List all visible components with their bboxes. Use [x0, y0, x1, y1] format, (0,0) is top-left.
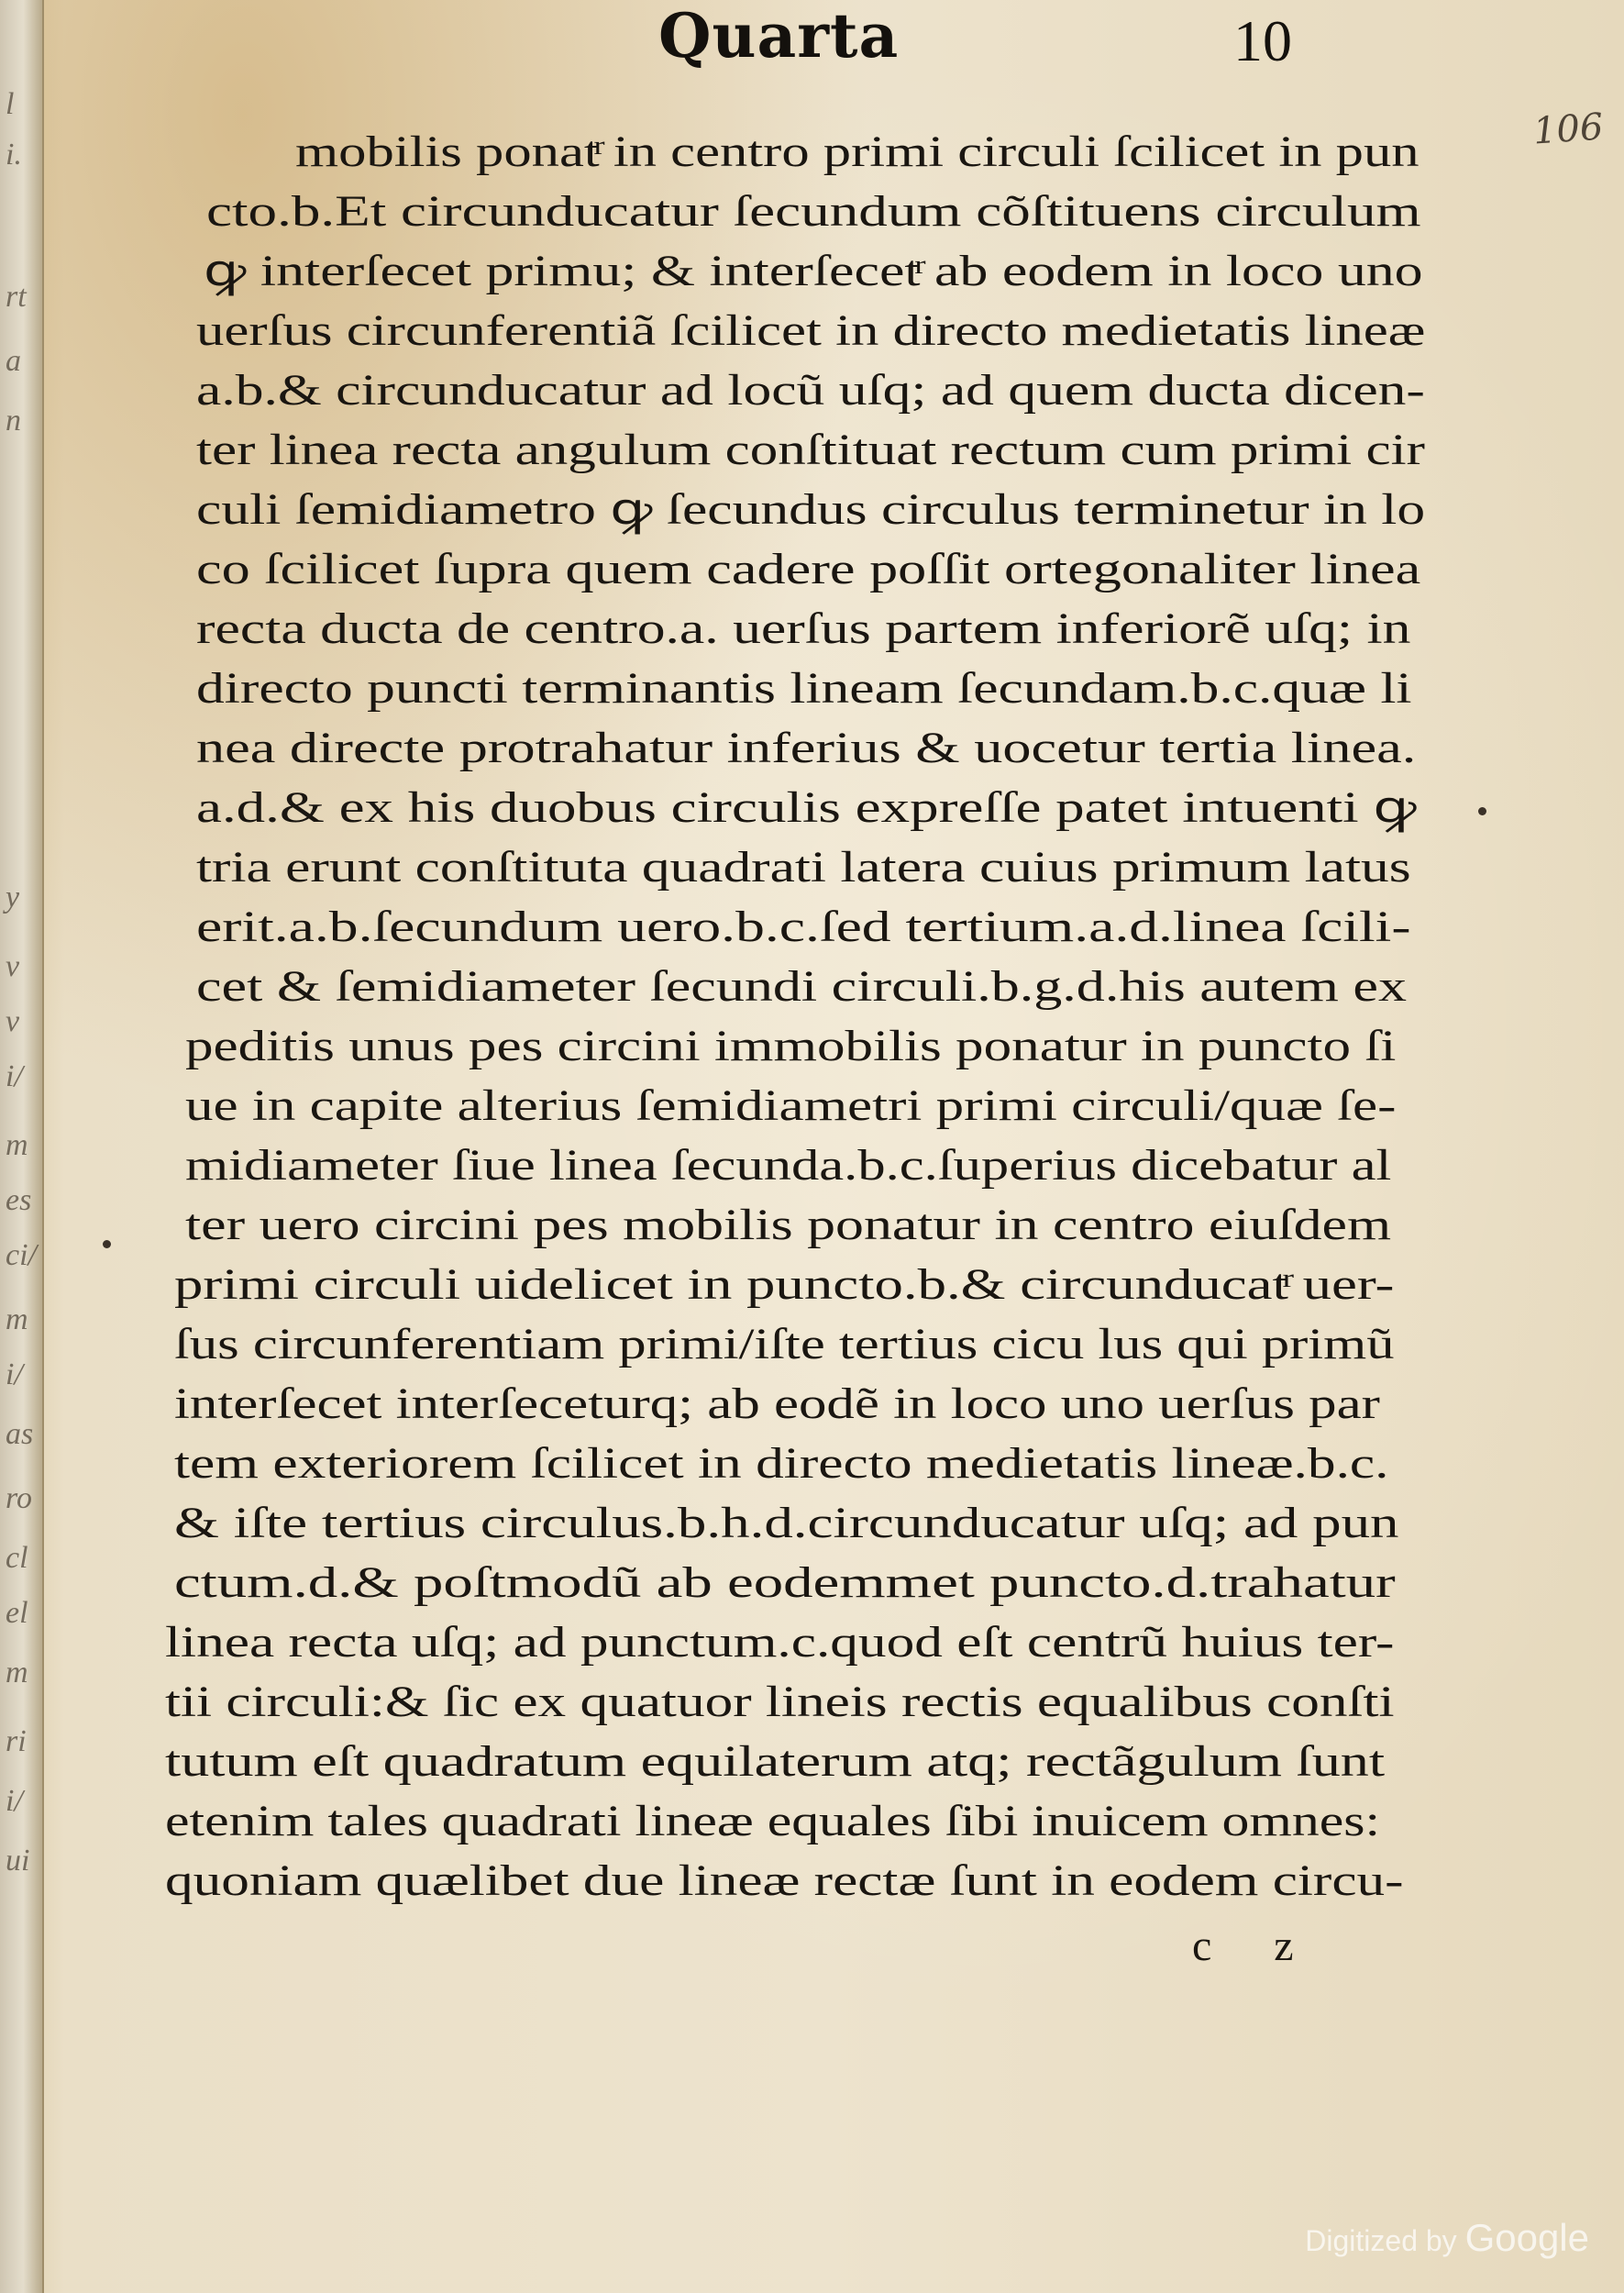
watermark-brand: Google [1464, 2216, 1589, 2259]
facing-page-fragment: l [6, 87, 15, 121]
facing-page-fragment: v [6, 949, 20, 983]
text-line: tria erunt conſtituta quadrati latera cuius primum latus [196, 843, 1411, 892]
text-line: peditis unus pes circini immobilis ponatur in puncto ſi [185, 1022, 1397, 1070]
text-line: ctum.d.& poſtmodũ ab eodemmet puncto.d.trahatur [174, 1558, 1396, 1607]
text-line: & iſte tertius circulus.b.h.d.circunducatur uſq; ad pun [174, 1499, 1399, 1547]
facing-page-fragment: y [6, 881, 20, 914]
text-line: primi circuli uidelicet in puncto.b.& circunducatͬ uer- [174, 1260, 1395, 1309]
facing-page-fragment: es [6, 1183, 32, 1217]
facing-page-fragment: i/ [6, 1059, 23, 1093]
text-line: recta ducta de centro.a. uerſus partem inferiorẽ uſq; in [196, 604, 1411, 653]
text-line: ter uero circini pes mobilis ponatur in centro eiuſdem [185, 1201, 1392, 1249]
text-line: mobilis ponatͬ in centro primi circuli ſcilicet in pun [295, 127, 1420, 176]
page-header [0, 0, 1624, 83]
facing-page-fragment: rt [6, 280, 27, 314]
text-line: cto.b.Et circunducatur ſecundum cõſtituens circulum [206, 187, 1421, 236]
text-line: tii circuli:& ſic ex quatuor lineis rectis equalibus conſti [165, 1678, 1395, 1726]
digitized-watermark [1305, 2216, 1589, 2260]
text-line: cet & ſemidiameter ſecundi circuli.b.g.d.his autem ex [196, 962, 1407, 1011]
text-line: tutum eſt quadratum equilaterum atq; rectãgulum ſunt [165, 1737, 1386, 1786]
text-line: directo puncti terminantis lineam ſecundam.b.c.quæ li [196, 664, 1412, 713]
facing-page-fragment: ri [6, 1724, 27, 1758]
watermark-prefix: Digitized by [1305, 2224, 1457, 2257]
text-line: nea directe protrahatur inferius & uocetur tertia linea. [196, 724, 1417, 772]
facing-page-fragment: a [6, 344, 21, 378]
ink-speck [103, 1240, 111, 1248]
facing-page-edge [0, 0, 44, 2293]
facing-page-fragment: v [6, 1004, 20, 1038]
ink-speck [1478, 807, 1486, 815]
text-line: uerſus circunferentiã ſcilicet in directo medietatis lineæ [196, 306, 1426, 355]
handwritten-margin-note: 106 [1531, 105, 1605, 153]
facing-page-fragment: i/ [6, 1357, 23, 1391]
facing-page-fragment: i/ [6, 1784, 23, 1818]
facing-page-fragment: el [6, 1596, 28, 1630]
text-line: culi ſemidiametro ꝙ ſecundus circulus terminetur in lo [196, 485, 1426, 534]
text-line: co ſcilicet ſupra quem cadere poſſit ortegonaliter linea [196, 545, 1421, 593]
facing-page-fragment: ro [6, 1481, 32, 1515]
facing-page-fragment: i. [6, 138, 22, 172]
facing-page-fragment: cl [6, 1541, 28, 1575]
facing-page-fragment: m [6, 1128, 28, 1162]
facing-page-fragment: ci/ [6, 1238, 37, 1272]
signature-mark: c z [1192, 1922, 1320, 1970]
text-line: ſus circunferentiam primi/iſte tertius cicu lus qui primũ [174, 1320, 1395, 1368]
running-title: Quarta [658, 0, 900, 72]
facing-page-fragment: ui [6, 1844, 30, 1878]
facing-page-fragment: m [6, 1302, 28, 1336]
facing-page-fragment: n [6, 404, 21, 438]
text-line: tem exteriorem ſcilicet in directo medietatis lineæ.b.c. [174, 1439, 1389, 1488]
text-line: linea recta uſq; ad punctum.c.quod eſt centrũ huius ter- [165, 1618, 1395, 1667]
text-line: interſecet interſeceturq; ab eodẽ in loco uno uerſus par [174, 1379, 1380, 1428]
facing-page-fragment: as [6, 1417, 34, 1451]
folio-number: 10 [1233, 8, 1292, 73]
text-line: quoniam quælibet due lineæ rectæ ſunt in eodem circu- [165, 1856, 1404, 1905]
text-line: etenim tales quadrati lineæ equales ſibi inuicem omnes: [165, 1797, 1381, 1845]
text-line: a.d.& ex his duobus circulis expreſſe patet intuenti ꝙ [196, 783, 1417, 832]
text-line: midiameter ſiue linea ſecunda.b.c.ſuperius dicebatur al [185, 1141, 1392, 1190]
text-line: ꝙ interſecet primu; & interſecetͬ ab eodem in loco uno [204, 247, 1423, 295]
text-line: a.b.& circunducatur ad locũ uſq; ad quem ducta dicen- [196, 366, 1425, 415]
facing-page-fragment: m [6, 1656, 28, 1689]
text-line: ue in capite alterius ſemidiametri primi circuli/quæ ſe- [185, 1081, 1397, 1130]
text-line: ter linea recta angulum conſtituat rectum cum primi cir [196, 426, 1425, 474]
text-line: erit.a.b.ſecundum uero.b.c.ſed tertium.a.d.linea ſcili- [196, 903, 1411, 951]
